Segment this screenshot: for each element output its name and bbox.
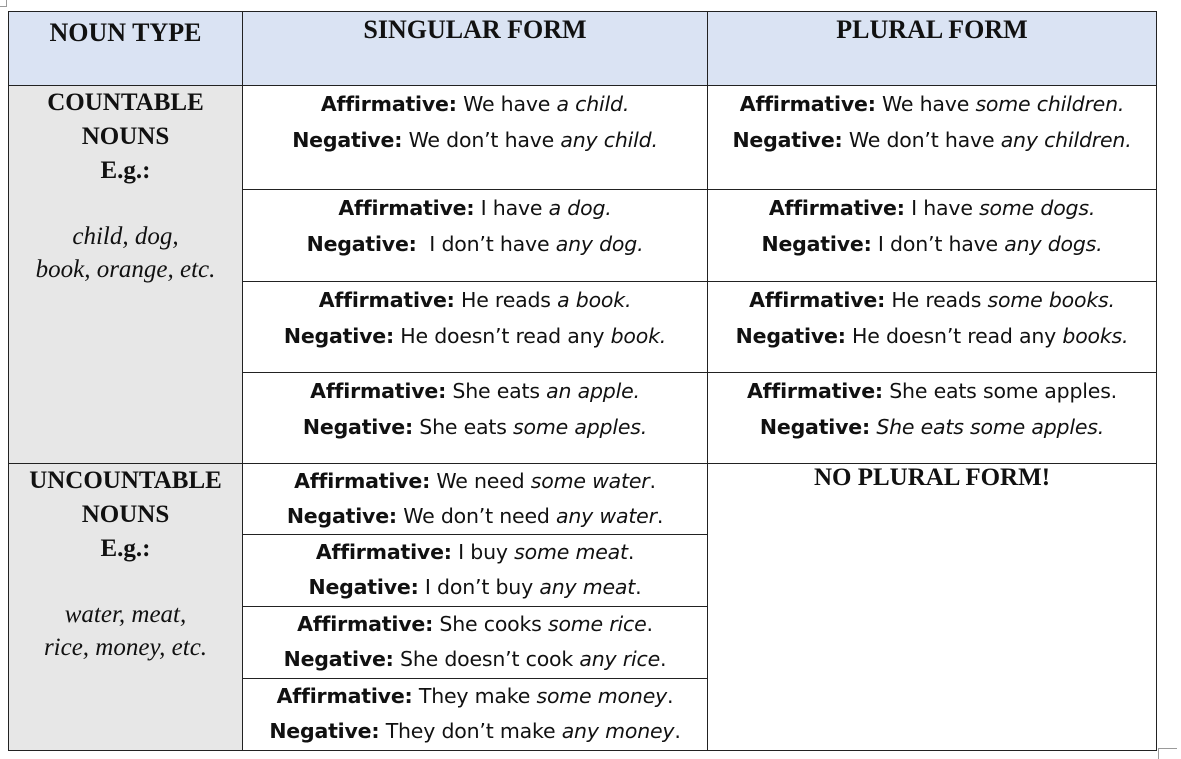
header-row <box>9 12 1157 86</box>
noun-grammar-table <box>8 11 1157 751</box>
negative-sentence: Negative: I don’t have any dog. <box>306 232 644 256</box>
negative-sentence: Negative: I don’t buy any meat. <box>308 575 642 599</box>
affirmative-sentence: Affirmative: They make some money. <box>276 684 674 708</box>
affirmative-sentence: Affirmative: We have a child. <box>320 92 630 116</box>
countable-eg: E.g.: <box>100 157 151 184</box>
negative-sentence: Negative: I don’t have any dogs. <box>761 232 1103 256</box>
singular-cell <box>243 373 708 464</box>
affirmative-sentence: Affirmative: She cooks some rice. <box>297 612 653 636</box>
singular-cell <box>243 86 708 190</box>
singular-cell <box>243 190 708 282</box>
plural-cell <box>708 282 1157 373</box>
plural-cell <box>708 373 1157 464</box>
plural-cell <box>708 190 1157 282</box>
header-noun-type: NOUN TYPE <box>9 12 243 86</box>
singular-cell <box>243 607 708 679</box>
singular-cell <box>243 282 708 373</box>
negative-sentence: Negative: We don’t have any children. <box>732 128 1132 152</box>
countable-title: NOUNS <box>81 123 170 150</box>
header-plural-form: PLURAL FORM <box>708 12 1157 86</box>
affirmative-sentence: Affirmative: She eats some apples. <box>746 379 1117 403</box>
uncountable-examples: rice, money, etc. <box>43 634 208 661</box>
countable-examples: child, dog, <box>72 223 179 250</box>
singular-cell <box>243 535 708 607</box>
affirmative-sentence: Affirmative: We have some children. <box>739 92 1125 116</box>
negative-sentence: Negative: She eats some apples. <box>759 415 1105 439</box>
plural-cell <box>708 86 1157 190</box>
negative-sentence: Negative: She eats some apples. <box>302 415 648 439</box>
affirmative-sentence: Affirmative: We need some water. <box>294 469 656 493</box>
no-plural-form-cell <box>708 464 1157 751</box>
negative-sentence: Negative: We don’t have any child. <box>292 128 658 152</box>
negative-sentence: Negative: He doesn’t read any book. <box>283 324 667 348</box>
uncountable-eg: E.g.: <box>100 535 151 562</box>
affirmative-sentence: Affirmative: He reads a book. <box>318 288 632 312</box>
header-singular-form: SINGULAR FORM <box>243 12 708 86</box>
uncountable-row <box>9 464 1157 535</box>
affirmative-sentence: Affirmative: I have a dog. <box>338 196 612 220</box>
uncountable-title: UNCOUNTABLE <box>29 467 222 494</box>
countable-title: COUNTABLE <box>47 89 204 116</box>
affirmative-sentence: Affirmative: He reads some books. <box>749 288 1115 312</box>
negative-sentence: Negative: He doesn’t read any books. <box>735 324 1129 348</box>
negative-sentence: Negative: They don’t make any money. <box>269 719 681 743</box>
singular-cell <box>243 679 708 751</box>
affirmative-sentence: Affirmative: She eats an apple. <box>310 379 640 403</box>
negative-sentence: Negative: We don’t need any water. <box>286 504 664 528</box>
countable-examples: book, orange, etc. <box>35 256 216 283</box>
uncountable-title: NOUNS <box>81 501 170 528</box>
singular-cell <box>243 464 708 535</box>
affirmative-sentence: Affirmative: I buy some meat. <box>315 540 635 564</box>
uncountable-examples: water, meat, <box>64 601 187 628</box>
negative-sentence: Negative: She doesn’t cook any rice. <box>283 647 667 671</box>
page-corner-mark <box>0 0 7 7</box>
countable-row <box>9 86 1157 190</box>
countable-nouns-cell <box>9 86 243 464</box>
page-corner-mark <box>1158 748 1177 759</box>
no-plural-form-label: NO PLURAL FORM! <box>813 464 1051 491</box>
uncountable-nouns-cell <box>9 464 243 751</box>
affirmative-sentence: Affirmative: I have some dogs. <box>768 196 1096 220</box>
